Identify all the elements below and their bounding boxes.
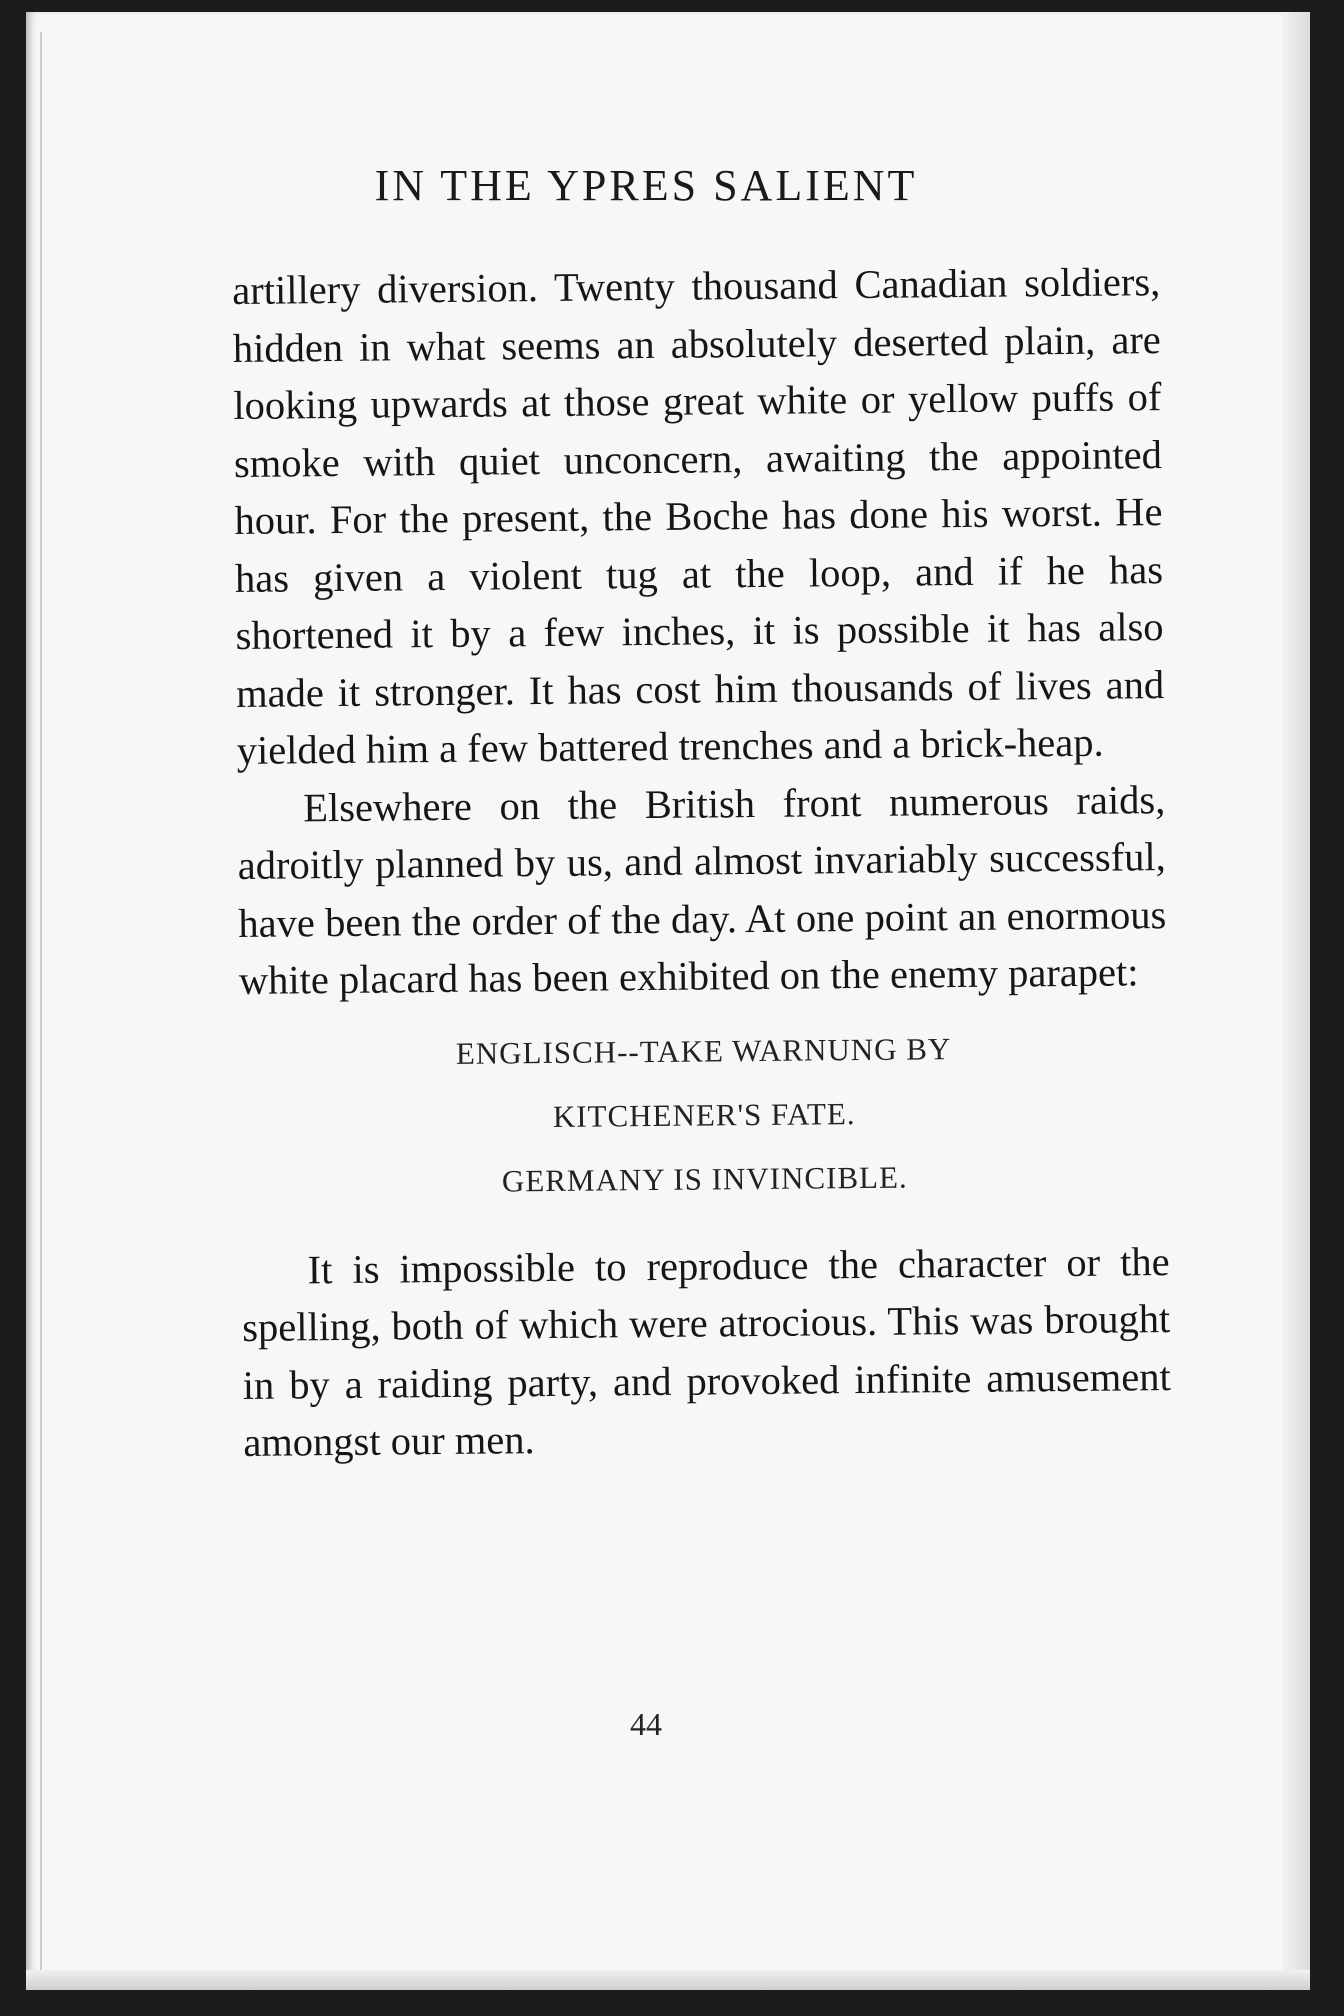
paragraph-3: It is impossible to reproduce the character or the spelling, both of which were atrocious. This was brought in by a raiding party, and provoked infinite amusement amongst our men. xyxy=(242,1238,1171,1465)
placard-line-3: GERMANY IS INVINCIBLE. xyxy=(501,1159,908,1198)
running-head: IN THE YPRES SALIENT xyxy=(374,161,918,210)
paragraph-1: artillery diversion. Twenty thousand Canadian soldiers, hidden in what seems an absolutely deserted plain, are looking upwards at those great white or yellow puffs of smoke with quiet unconcern, awaiting the appointed hour. For the present, the Boche has done his worst. He has given a violent tug at the loop, and if he has shortened it by a few inches, it is possible it has also made it stronger. It has cost him thousands of lives and yielded him a few battered trenches and a brick-heap. xyxy=(232,259,1165,773)
placard-quote xyxy=(239,1015,1169,1216)
page-edge-right xyxy=(1282,12,1310,1990)
body-text xyxy=(232,253,1172,1471)
paragraph-2: Elsewhere on the British front numerous raids, adroitly planned by us, and almost invariably successful, have been the order of the day. At one point an enormous white placard has been exhibited on the enemy parapet: xyxy=(237,776,1167,1003)
page-edge-bottom xyxy=(26,1970,1310,1990)
placard-line-2: KITCHENER'S FATE. xyxy=(552,1095,856,1134)
placard-line-1: ENGLISCH--TAKE WARNUNG BY xyxy=(455,1030,952,1071)
page-number: 44 xyxy=(630,1706,662,1742)
gutter-shadow xyxy=(40,32,42,1970)
